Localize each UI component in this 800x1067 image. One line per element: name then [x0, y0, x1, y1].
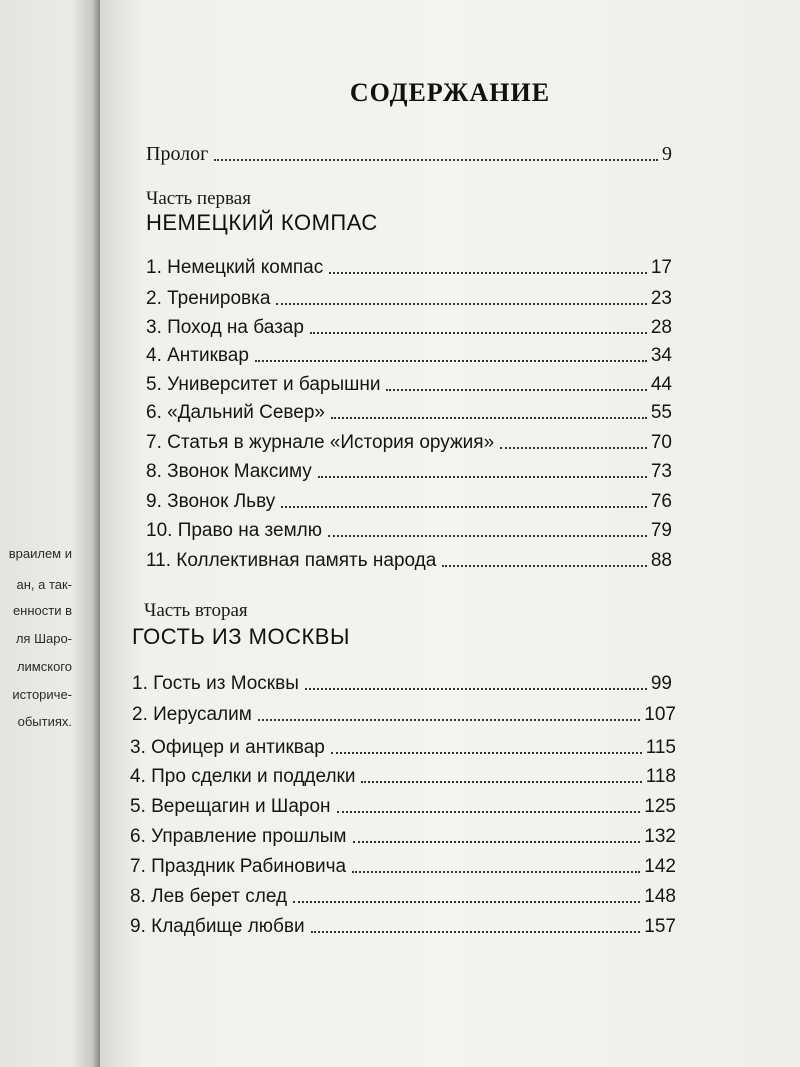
toc-entry-label: 8. Лев берет след	[130, 886, 288, 907]
left-page-fragment: ан, а так-	[16, 577, 72, 592]
toc-entry-page: 99	[650, 673, 672, 694]
dot-leader	[329, 271, 647, 274]
toc-entry[interactable]	[146, 370, 672, 396]
toc-entry[interactable]	[130, 852, 676, 878]
toc-entry-label: 11. Коллективная память народа	[146, 550, 437, 571]
toc-entry[interactable]	[146, 398, 672, 424]
toc-entry[interactable]	[146, 487, 672, 513]
toc-entry-page: 79	[650, 520, 672, 541]
toc-entry-page: 132	[644, 826, 676, 847]
toc-entry-label: 10. Право на землю	[146, 520, 323, 541]
toc-entry-label: 9. Звонок Льву	[146, 491, 276, 512]
toc-entry[interactable]	[132, 700, 676, 726]
dot-leader	[361, 780, 641, 783]
toc-entry-page: 125	[644, 796, 676, 817]
dot-leader	[258, 718, 640, 721]
left-page-fragment: историче-	[12, 687, 72, 702]
dot-leader	[281, 505, 647, 508]
toc-entry-page: 88	[650, 550, 672, 571]
toc-entry-page: 73	[650, 461, 672, 482]
toc-entry-page: 34	[650, 345, 672, 366]
left-page	[0, 0, 100, 1067]
part-title: ГОСТЬ ИЗ МОСКВЫ	[132, 624, 350, 649]
toc-entry-page: 157	[644, 916, 676, 937]
toc-entry[interactable]	[130, 762, 676, 788]
toc-entry-label: 5. Университет и барышни	[146, 374, 381, 395]
toc-entry-page: 118	[645, 766, 676, 787]
toc-entry-page: 9	[662, 143, 672, 165]
toc-entry-page: 148	[644, 886, 676, 907]
toc-entry-label: 7. Праздник Рабиновича	[130, 856, 347, 877]
dot-leader	[337, 810, 641, 813]
toc-entry-page: 55	[650, 402, 672, 423]
toc-entry[interactable]	[146, 341, 672, 367]
toc-entry-label: 3. Поход на базар	[146, 317, 304, 338]
toc-entry-page: 70	[650, 432, 672, 453]
toc-entry-label: 1. Немецкий компас	[146, 257, 324, 278]
toc-entry[interactable]	[146, 516, 672, 542]
dot-leader	[331, 416, 647, 419]
contents-title: СОДЕРЖАНИЕ	[349, 78, 551, 107]
part-label: Часть вторая	[144, 600, 248, 621]
toc-entry-label: 4. Антиквар	[146, 345, 249, 366]
dot-leader	[331, 751, 642, 754]
dot-leader	[293, 900, 640, 903]
part-label: Часть первая	[146, 188, 251, 209]
dot-leader	[386, 388, 646, 391]
toc-entry-label: 1. Гость из Москвы	[132, 673, 299, 694]
toc-entry[interactable]	[146, 457, 672, 483]
left-page-fragment: враилем и	[8, 546, 72, 561]
left-page-fragment: обытиях.	[17, 714, 72, 729]
toc-entry[interactable]	[146, 313, 672, 339]
dot-leader	[328, 534, 647, 537]
toc-entry-page: 107	[644, 704, 676, 725]
toc-entry-label: 3. Офицер и антиквар	[130, 737, 325, 758]
dot-leader	[305, 687, 647, 690]
toc-entry[interactable]	[146, 253, 672, 279]
toc-entry-label: 6. Управление прошлым	[130, 826, 347, 847]
toc-entry-label: 8. Звонок Максиму	[146, 461, 312, 482]
toc-entry[interactable]	[146, 428, 672, 454]
dot-leader	[311, 930, 641, 933]
toc-entry-label: 5. Верещагин и Шарон	[130, 796, 331, 817]
dot-leader	[500, 446, 647, 449]
toc-entry[interactable]	[130, 733, 676, 759]
dot-leader	[442, 564, 647, 567]
toc-entry[interactable]	[130, 912, 676, 938]
toc-entry[interactable]	[130, 822, 676, 848]
toc-entry-label: 9. Кладбище любви	[130, 916, 305, 937]
dot-leader	[255, 359, 647, 362]
toc-entry-label: Пролог	[146, 143, 209, 165]
toc-entry-prologue[interactable]	[146, 140, 672, 166]
dot-leader	[276, 302, 646, 305]
contents-page	[100, 0, 800, 1067]
dot-leader	[353, 840, 641, 843]
toc-entry-label: 7. Статья в журнале «История оружия»	[146, 432, 495, 453]
dot-leader	[310, 331, 647, 334]
toc-entry-page: 142	[644, 856, 676, 877]
toc-entry-page: 23	[650, 288, 672, 309]
toc-entry[interactable]	[146, 284, 672, 310]
toc-entry[interactable]	[132, 669, 672, 695]
toc-entry[interactable]	[130, 792, 676, 818]
left-page-fragment: енности в	[12, 603, 72, 618]
dot-leader	[352, 870, 640, 873]
toc-entry-label: 2. Тренировка	[146, 288, 271, 309]
toc-entry[interactable]	[146, 546, 672, 572]
toc-entry-label: 4. Про сделки и подделки	[130, 766, 356, 787]
toc-entry-page: 115	[645, 737, 676, 758]
toc-entry-page: 28	[650, 317, 672, 338]
toc-entry-page: 76	[650, 491, 672, 512]
toc-entry[interactable]	[130, 882, 676, 908]
toc-entry-label: 6. «Дальний Север»	[146, 402, 325, 423]
left-page-fragment: ля Шаро-	[15, 631, 72, 646]
toc-entry-page: 44	[650, 374, 672, 395]
toc-entry-label: 2. Иерусалим	[132, 704, 252, 725]
dot-leader	[318, 475, 647, 478]
dot-leader	[214, 158, 658, 161]
left-page-fragment: лимского	[16, 659, 72, 674]
part-title: НЕМЕЦКИЙ КОМПАС	[146, 210, 378, 235]
toc-entry-page: 17	[650, 257, 672, 278]
